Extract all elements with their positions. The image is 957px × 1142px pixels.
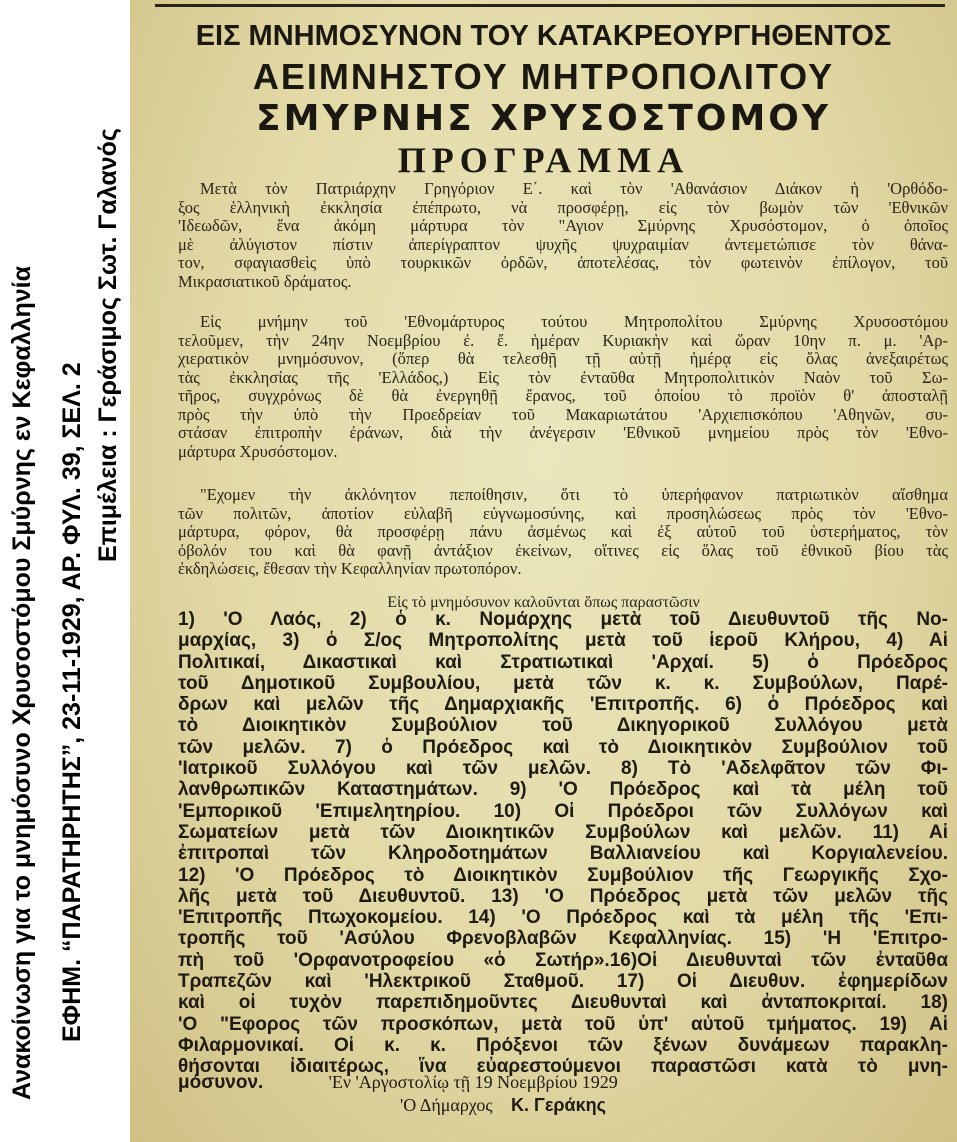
text-line: 'Ιατρικοῦ Συλλόγου καὶ τῶν μελῶν. 8) Τὸ 'Αδελφᾶτον τῶν Φι- [178, 758, 948, 780]
text-line: χιερατικὸν μνημόσυνον, (ὅπερ θὰ τελεσθῇ τῇ αὐτῇ ἡμέρᾳ εἰς ὅλας ἀνεξαιρέτως [178, 349, 948, 368]
text-line: Μικρασιατικοῦ δράματος. [178, 271, 352, 291]
text-line: 12) 'Ο Πρόεδρος τὸ Διοικητικὸν Συμβούλιον τῆς Γεωργικῆς Σχο- [178, 864, 948, 886]
text-line: θήσονται ἰδιαιτέρως, ἵνα εὐαρεστούμενοι παραστῶσι κατὰ τὸ μνη- [178, 1056, 948, 1078]
text-line: ἐκδηλώσεις, ἔθεσαν τὴν Κεφαλληνίαν πρωτοπόρον. [178, 559, 522, 578]
caption-title: Ανακοίνωση για το μνημόσυνο Χρυσοστόμου Σμύρνης εν Κεφαλληνία [8, 266, 36, 1100]
text-line: τον, σφαγιασθεὶς ὑπὸ τουρκικῶν ὀρδῶν, ἀποτελέσας, τὸν φωτεινὸν ἐπίλογον, τοῦ [178, 253, 948, 272]
text-line: τῶν μελῶν. 7) ὁ Πρόεδρος καὶ τὸ Διοικητικὸν Συμβούλιον τοῦ [178, 736, 948, 758]
text-line: 1) 'Ο Λαός, 2) ὁ κ. Νομάρχης μετὰ τοῦ Διευθυντοῦ τῆς Νο- [178, 609, 948, 630]
text-line: τελοῦμεν, τὴν 24ην Νοεμβρίου ἐ. ἔ. ἡμέραν Κυριακὴν καὶ ὥραν 10ην π. μ. 'Αρ- [178, 330, 948, 350]
text-line: τὰς ἐκκλησίας τῆς 'Ελλάδος,) Εἰς τὸν ἐνταῦθα Μητροπολιτικὸν Ναὸν τοῦ Σω- [178, 367, 948, 387]
text-line: μαρχίας, 3) ὁ Σ/ος Μητροπολίτης μετὰ τοῦ ἱεροῦ Κλήρου, 4) Αἱ [178, 630, 948, 652]
paragraph-2 [178, 313, 948, 461]
text-line: στάσαν ἐπιτροπὴν ἐράνων, διὰ τὴν ἀνέγερσιν 'Εθνικοῦ μνημείου πρὸς τὸν 'Εθνο- [178, 423, 948, 442]
text-line: μὲ ἀλύγιστον πίστιν ἀπερίγραπτον ψυχῆς ψυχραιμίαν ἀντεμετώπισε τὸν θάνα- [178, 234, 948, 254]
headline-line-2: ΑΕΙΜΝΗΣΤΟΥ ΜΗΤΡΟΠΟΛΙΤΟΥ [252, 56, 835, 97]
top-rule [155, 4, 945, 7]
text-line: μάρτυρα Χρυσόστομον. [178, 441, 338, 461]
text-line: Εἰς μνήμην τοῦ 'Εθνομάρτυρος τούτου Μητροπολίτου Σμύρνης Χρυσοστόμου [200, 312, 948, 331]
text-line: 'Ο "Εφορος τῶν προσκόπων, μετὰ τοῦ ὑπ' αὐτοῦ τμήματος. 19) Αἱ [178, 1013, 948, 1035]
newspaper-clipping [130, 0, 957, 1142]
invitation-heading: Εἰς τὸ μνημόσυνον καλοῦνται ὅπως παραστῶσιν [387, 594, 700, 611]
headline-line-3: ΣΜΥΡΝΗΣ ΧΡΥΣΟΣΤΟΜΟΥ [256, 98, 831, 139]
text-line: 'Επιτροπῆς Πτωχοκομείου. 14) 'Ο Πρόεδρος καὶ τὰ μέλη τῆς 'Επι- [178, 907, 948, 929]
side-caption [0, 0, 130, 1142]
text-line: μάρτυρα, φόρον, θὰ προσφέρῃ πάνυ ἀσμένως καὶ ἐξ αὐτοῦ τοῦ ὑστερήματος, τὸν [178, 522, 948, 541]
text-line: τοῦ Δημοτικοῦ Συμβουλίου, μετὰ τῶν κ. κ. Συμβούλων, Παρέ- [178, 672, 948, 694]
text-line: λανθρωπικῶν Καταστημάτων. 9) 'Ο Πρόεδρος καὶ τὰ μέλη τοῦ [178, 779, 948, 801]
text-line: τῆρος, συγχρόνως δὲ θὰ ἐνεργηθῇ ἔρανος, τοῦ ὁποίου τὸ προϊὸν θ' ἀποσταλῇ [178, 386, 948, 405]
text-line: Τραπεζῶν καὶ 'Ηλεκτρικοῦ Σταθμοῦ. 17) Οἱ Διευθυν. ἐφημερίδων [178, 971, 948, 993]
text-line: τροπῆς τοῦ 'Ασύλου Φρενοβλαβῶν Κεφαλληνίας. 15) 'Η 'Επιτρο- [178, 928, 948, 950]
closing-line [178, 1072, 948, 1094]
paragraph-1 [178, 180, 948, 291]
text-line: τῶν πολιτῶν, ἀποτίον εὐλαβῆ εὐγνωμοσύνης, καὶ προσηλώσεως πρὸς τὸν 'Εθνο- [178, 503, 948, 523]
text-line: δρων καὶ μελῶν τῆς Δημαρχιακῆς 'Επιτροπῆς. 6) ὁ Πρόεδρος καὶ [178, 694, 948, 716]
text-line: λῆς μετὰ τοῦ Διευθυντοῦ. 13) 'Ο Πρόεδρος μετὰ τῶν μελῶν τῆς [178, 885, 948, 907]
signatory-title: 'Ο Δήμαρχος [400, 1095, 493, 1115]
text-line: Φιλαρμονικαί. Οἱ κ. κ. Πρόξενοι τῶν ξένων δυνάμεων παρακλη- [178, 1034, 948, 1056]
text-line: ξος ἑλληνικὴ ἐκκλησία ἐπέπρωτο, νὰ προσφέρῃ, εἰς τὸν βωμὸν τῶν 'Εθνικῶν [178, 197, 948, 217]
paragraph-3 [178, 486, 948, 579]
text-line: πὴ τοῦ 'Ορφανοτροφείου «ὁ Σωτήρ».16)Οἱ Διευθυνταὶ τῶν ἐνταῦθα [178, 949, 948, 971]
program-title: ΠΡΟΓΡΑΜΜΑ [397, 140, 690, 180]
dateline: 'Εν 'Αργοστολίῳ τῇ 19 Νοεμβρίου 1929 [328, 1072, 618, 1092]
text-line: Πολιτικαί, Δικαστικαὶ καὶ Στρατιωτικαὶ 'Αρχαί. 5) ὁ Πρόεδρος [178, 651, 948, 673]
invitation-list [178, 609, 948, 1078]
text-line: Σωματείων μετὰ τῶν Διοικητικῶν Συμβούλων καὶ μελῶν. 11) Αἱ [178, 821, 948, 843]
signature [400, 1095, 920, 1116]
caption-editor: Επιμέλεια : Γεράσιμος Σωτ. Γαλανός [94, 128, 122, 562]
caption-source: ΕΦΗΜ. “ΠΑΡΑΤΗΡΗΤΗΣ”, 23-11-1929, ΑΡ. ΦΥΛ. 39, ΣΕΛ. 2 [58, 362, 86, 1042]
closing-last-word: μόσυνον. [178, 1072, 264, 1093]
text-line: τὸ Διοικητικὸν Συμβούλιον τοῦ Δικηγορικοῦ Συλλόγου μετὰ [178, 715, 948, 737]
headline-line-1: ΕΙΣ ΜΝΗΜΟΣΥΝΟΝ ΤΟΥ ΚΑΤΑΚΡΕΟΥΡΓΗΘΕΝΤΟΣ [195, 20, 892, 52]
text-line: καὶ οἱ τυχὸν παρεπιδημοῦντες Διευθυνταὶ καὶ ἀνταποκριταί. 18) [178, 992, 948, 1014]
text-line: πρὸς τὴν ὑπὸ τὴν Προεδρείαν τοῦ Μακαριωτάτου 'Αρχιεπισκόπου 'Αθηνῶν, συ- [178, 404, 948, 424]
text-line: ὀβολόν του καὶ θὰ φανῇ ἀντάξιον ἐκείνων, οἵτινες εἰς ὅλας τοῦ ἐθνικοῦ βίου τὰς [178, 540, 948, 560]
text-line: ἐπιτροπαὶ τῶν Κληροδοτημάτων Βαλλιανείου καὶ Κοργιαλενείου. [178, 843, 948, 865]
text-line: 'Ιδεωδῶν, ἕνα ἀκόμη μάρτυρα τὸν "Αγιον Σμύρνης Χρυσόστομον, ὁ ὁποῖος [178, 216, 948, 235]
signatory-name: Κ. Γεράκης [511, 1095, 606, 1115]
text-line: Μετὰ τὸν Πατριάρχην Γρηγόριον Ε΄. καὶ τὸν 'Αθανάσιον Διάκον ἡ 'Ορθόδο- [200, 179, 948, 198]
text-line: "Εχομεν τὴν ἀκλόνητον πεποίθησιν, ὅτι τὸ ὑπερήφανον πατριωτικὸν αἴσθημα [200, 485, 948, 504]
text-line: 'Εμπορικοῦ 'Επιμελητηρίου. 10) Οἱ Πρόεδροι τῶν Συλλόγων καὶ [178, 800, 948, 822]
